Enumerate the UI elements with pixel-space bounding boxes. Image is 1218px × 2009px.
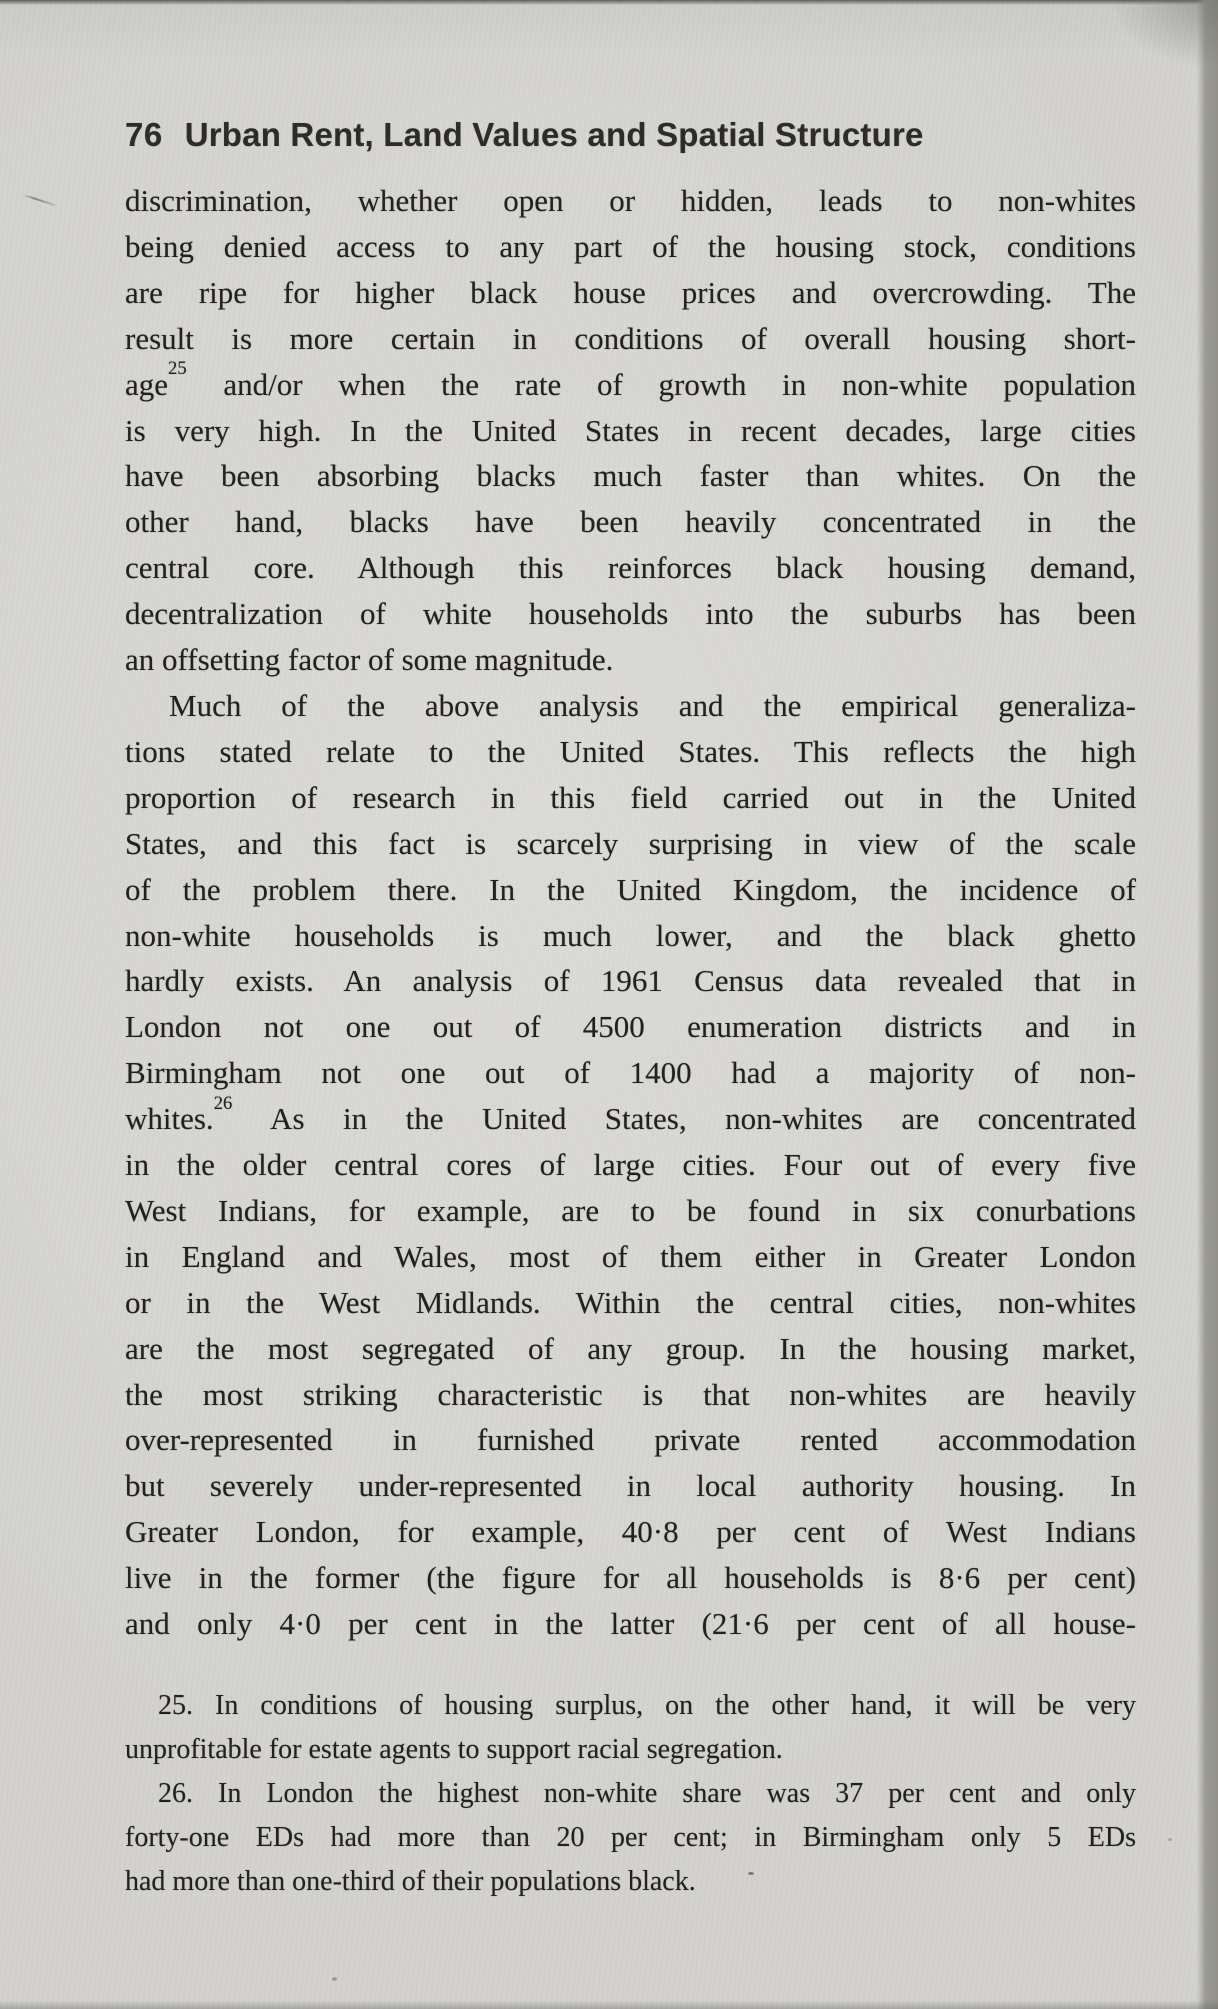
- text-line: is very high. In the United States in recent decades, large cities: [125, 412, 1136, 448]
- footnote-marker: 26: [213, 1092, 233, 1114]
- paragraph-much-of-the-above: [125, 683, 1136, 1647]
- text-line: proportion of research in this field carried out in the United: [125, 779, 1136, 815]
- text-line: tions stated relate to the United States. This reflects the high: [125, 733, 1136, 769]
- text-line: are ripe for higher black house prices and overcrowding. The: [125, 274, 1136, 310]
- text-line: forty-one EDs had more than 20 per cent; in Birmingham only 5 EDs: [125, 1822, 1136, 1853]
- scan-speck: [1168, 1838, 1172, 1841]
- text-line: unprofitable for estate agents to support racial segregation.: [125, 1734, 783, 1765]
- text-line: whites.$^{26}$ As in the United States, non-whites are concentrated: [125, 1092, 1136, 1137]
- text-line: in England and Wales, most of them either in Greater London: [125, 1238, 1136, 1274]
- text-line: central core. Although this reinforces black housing demand,: [125, 550, 1136, 586]
- text-line: have been absorbing blacks much faster than whites. On the: [125, 458, 1136, 494]
- text-line: hardly exists. An analysis of 1961 Census data revealed that in: [125, 963, 1136, 999]
- scan-speck: [332, 1977, 337, 1981]
- text-line: had more than one-third of their populations black.: [125, 1866, 696, 1897]
- text-line: and only 4·0 per cent in the latter (21·6 per cent of all house-: [125, 1606, 1136, 1642]
- text-line: live in the former (the figure for all households is 8·6 per cent): [125, 1560, 1136, 1596]
- text-line: non-white households is much lower, and the black ghetto: [125, 917, 1136, 953]
- text-line: 26. In London the highest non-white share was 37 per cent and only: [158, 1778, 1136, 1809]
- text-line: Birmingham not one out of 1400 had a majority of non-: [125, 1055, 1136, 1091]
- text-line: London not one out of 4500 enumeration districts and in: [125, 1009, 1136, 1045]
- text-line: decentralization of white households into the suburbs has been: [125, 596, 1136, 632]
- page-number: 76: [125, 116, 163, 153]
- page-header: [125, 117, 1135, 153]
- body-text: [125, 178, 1136, 1647]
- page-edge-shadow: [1197, 0, 1218, 2009]
- text-line: being denied access to any part of the housing stock, conditions: [125, 228, 1136, 264]
- text-line: other hand, blacks have been heavily concentrated in the: [125, 504, 1136, 540]
- text-line: but severely under-represented in local authority housing. In: [125, 1468, 1136, 1504]
- scan-speck: [748, 1872, 754, 1875]
- text-line: age$^{25}$ and/or when the rate of growth in non-white population: [125, 358, 1136, 402]
- text-line: the most striking characteristic is that non-whites are heavily: [125, 1376, 1136, 1412]
- scan-edge-top: [0, 0, 1218, 5]
- text-line: over-represented in furnished private rented accommodation: [125, 1422, 1136, 1458]
- text-line: 25. In conditions of housing surplus, on the other hand, it will be very: [158, 1690, 1136, 1721]
- text-line: Much of the above analysis and the empirical generaliza-: [169, 687, 1136, 723]
- footnote-25: [125, 1684, 1136, 1772]
- text-line: West Indians, for example, are to be found in six conurbations: [125, 1192, 1136, 1228]
- footnotes: [125, 1684, 1136, 1904]
- text-line: of the problem there. In the United Kingdom, the incidence of: [125, 871, 1136, 907]
- text-line: Greater London, for example, 40·8 per cent of West Indians: [125, 1514, 1136, 1550]
- text-line: result is more certain in conditions of overall housing short-: [125, 320, 1136, 356]
- running-title: Urban Rent, Land Values and Spatial Structure: [184, 116, 924, 153]
- text-line: an offsetting factor of some magnitude.: [125, 642, 614, 678]
- scan-scratch: [23, 194, 56, 206]
- text-line: discrimination, whether open or hidden, leads to non-whites: [125, 183, 1136, 218]
- text-line: or in the West Midlands. Within the central cities, non-whites: [125, 1284, 1136, 1320]
- text-line: are the most segregated of any group. In the housing market,: [125, 1330, 1136, 1366]
- text-line: in the older central cores of large cities. Four out of every five: [125, 1147, 1136, 1183]
- paragraph-discrimination: [125, 178, 1136, 683]
- text-line: States, and this fact is scarcely surprising in view of the scale: [125, 825, 1136, 861]
- footnote-marker: 25: [168, 358, 187, 380]
- footnote-26: [125, 1772, 1136, 1904]
- scan-edge-bottom: [0, 2000, 1218, 2009]
- corner-shadow: [1078, 0, 1218, 90]
